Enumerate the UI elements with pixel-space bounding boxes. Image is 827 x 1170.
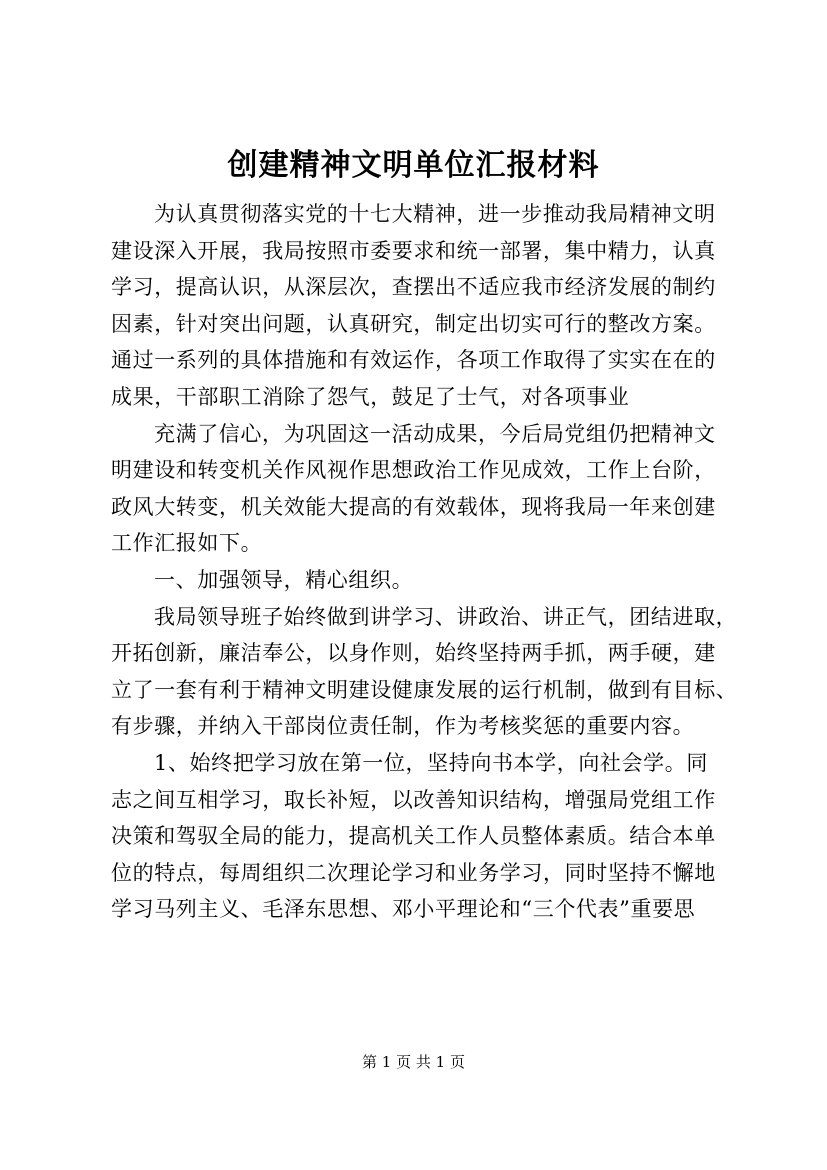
text-line: 有步骤，并纳入干部岗位责任制，作为考核奖惩的重要内容。: [111, 714, 695, 739]
text-line: 通过一系列的具体措施和有效运作，各项工作取得了实实在在的: [111, 348, 716, 373]
text-line: 决策和驾驭全局的能力，提高机关工作人员整体素质。结合本单: [111, 824, 716, 849]
text-line: 学习，提高认识，从深层次，查摆出不适应我市经济发展的制约: [111, 275, 716, 300]
text-line: 一、加强领导，精心组织。: [154, 567, 414, 592]
text-line: 明建设和转变机关作风视作思想政治工作见成效，工作上台阶，: [111, 458, 716, 483]
text-line: 充满了信心，为巩固这一活动成果，今后局党组仍把精神文: [154, 421, 716, 446]
document-body: [111, 196, 751, 928]
text-line: 政风大转变，机关效能大提高的有效载体，现将我局一年来创建: [111, 494, 716, 519]
text-line: 开拓创新，廉洁奉公，以身作则，始终坚持两手抓，两手硬，建: [111, 641, 716, 666]
text-line: 学习马列主义、毛泽东思想、邓小平理论和“三个代表”重要思: [111, 897, 696, 922]
text-line: 建设深入开展，我局按照市委要求和统一部署，集中精力，认真: [111, 238, 716, 263]
text-line: 1、始终把学习放在第一位，坚持向书本学，向社会学。同: [154, 750, 708, 775]
text-line: 我局领导班子始终做到讲学习、讲政治、讲正气，团结进取，: [154, 604, 738, 629]
text-line: 志之间互相学习，取长补短，以改善知识结构，增强局党组工作: [111, 787, 716, 812]
text-line: 因素，针对突出问题，认真研究，制定出切实可行的整改方案。: [111, 311, 716, 336]
document-title: 创建精神文明单位汇报材料: [227, 148, 600, 183]
text-line: 成果，干部职工消除了怨气，鼓足了士气，对各项事业: [111, 384, 630, 409]
text-line: 位的特点，每周组织二次理论学习和业务学习，同时坚持不懈地: [111, 860, 716, 885]
text-line: 工作汇报如下。: [111, 531, 263, 556]
page-footer: 第 1 页 共 1 页: [362, 1053, 465, 1071]
text-line: 为认真贯彻落实党的十七大精神，进一步推动我局精神文明: [154, 202, 716, 226]
text-line: 立了一套有利于精神文明建设健康发展的运行机制，做到有目标、: [111, 677, 738, 702]
